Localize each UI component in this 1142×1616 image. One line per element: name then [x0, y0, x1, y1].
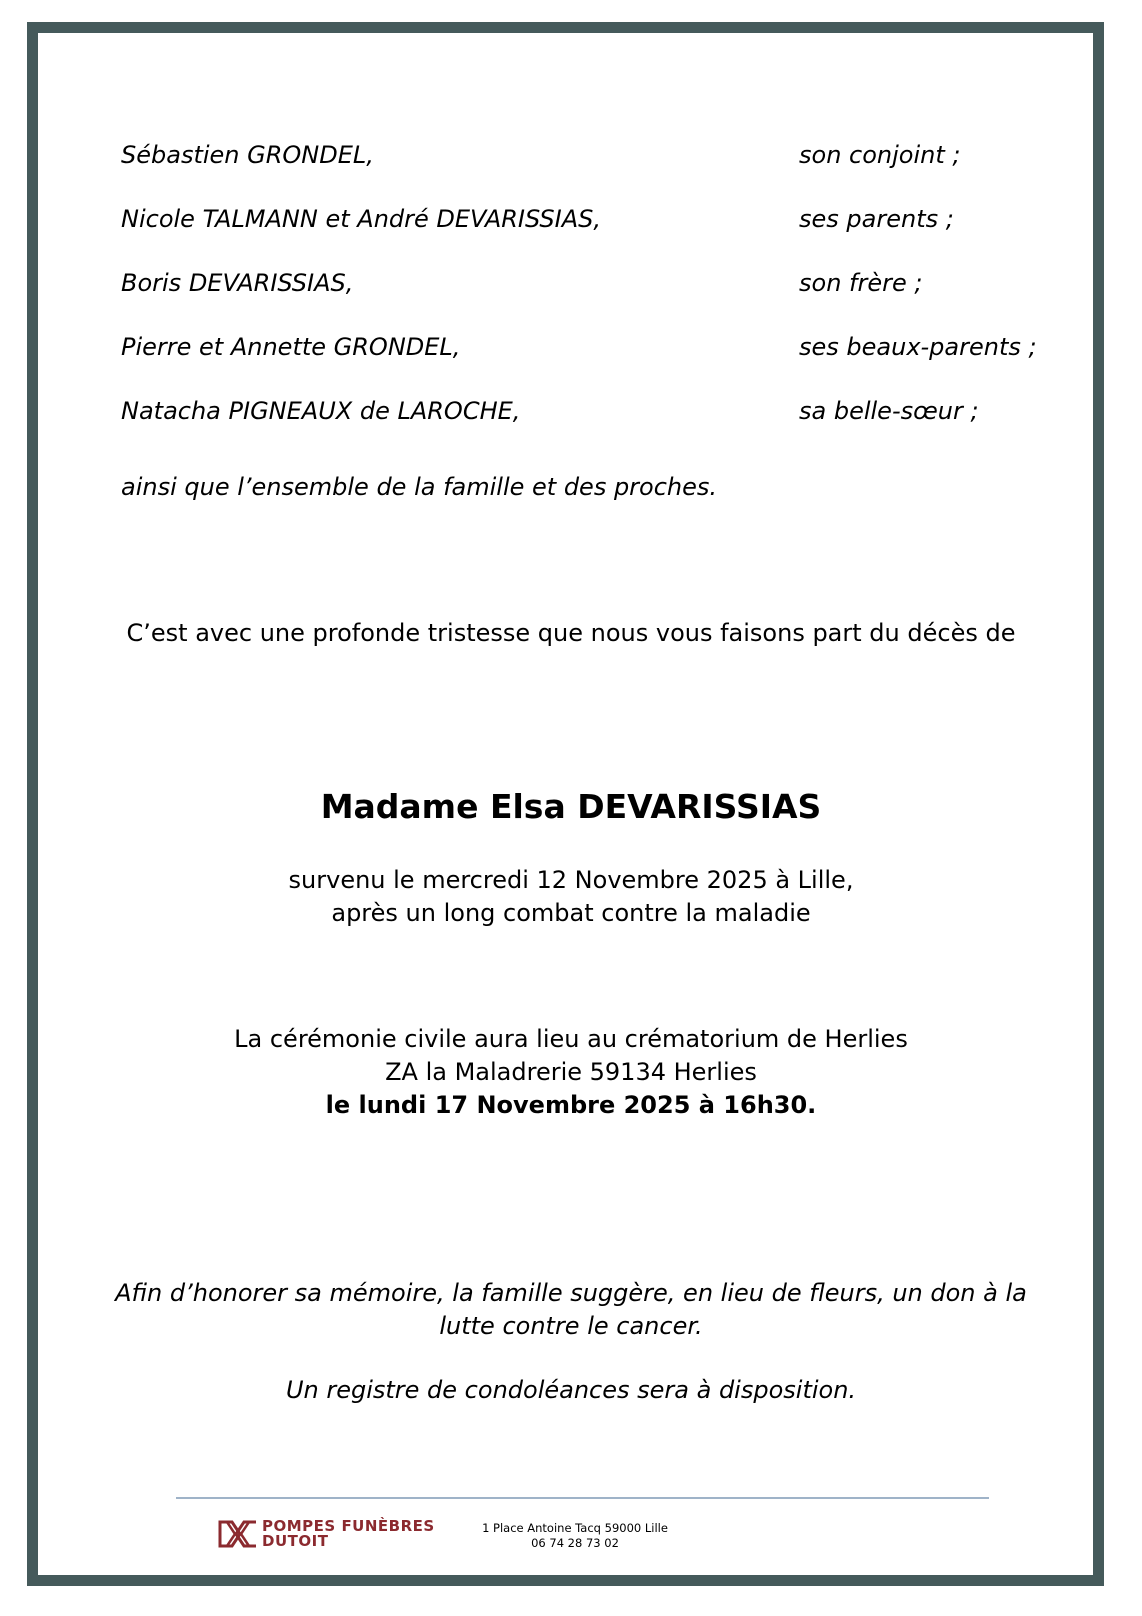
funeral-home-phone: 06 74 28 73 02	[531, 1536, 619, 1550]
funeral-home-brand	[262, 1519, 435, 1549]
family-member-row	[121, 138, 1081, 172]
ceremony-line1: La cérémonie civile aura lieu au crématorium de Herlies	[234, 1025, 908, 1053]
family-member-row	[121, 266, 1081, 300]
footer-divider	[176, 1497, 989, 1499]
brand-line1: POMPES FUNÈBRES	[262, 1517, 435, 1535]
family-member-name: Boris DEVARISSIAS,	[121, 269, 354, 297]
condolences-text: Un registre de condoléances sera à disposition.	[285, 1376, 857, 1404]
family-member-relation: son conjoint ;	[799, 141, 961, 169]
family-member-relation: sa belle-sœur ;	[799, 397, 979, 425]
family-closing: ainsi que l’ensemble de la famille et des proches.	[121, 473, 718, 501]
funeral-home-address: 1 Place Antoine Tacq 59000 Lille	[482, 1521, 668, 1535]
family-member-row	[121, 330, 1081, 364]
death-details-line1: survenu le mercredi 12 Novembre 2025 à Lille,	[288, 866, 854, 894]
ceremony-line2: ZA la Maladrerie 59134 Herlies	[385, 1058, 757, 1086]
family-member-name: Nicole TALMANN et André DEVARISSIAS,	[121, 205, 601, 233]
family-member-name: Sébastien GRONDEL,	[121, 141, 374, 169]
family-member-relation: son frère ;	[799, 269, 923, 297]
donation-line1: Afin d’honorer sa mémoire, la famille suggère, en lieu de fleurs, un don à la	[115, 1279, 1027, 1307]
funeral-home-contact	[470, 1521, 680, 1551]
family-member-row	[121, 202, 1081, 236]
family-member-row	[121, 394, 1081, 428]
pf-monogram-icon	[218, 1519, 258, 1549]
brand-line2: DUTOIT	[262, 1532, 329, 1550]
ceremony-date: le lundi 17 Novembre 2025 à 16h30.	[325, 1091, 817, 1119]
family-member-name: Natacha PIGNEAUX de LAROCHE,	[121, 397, 521, 425]
deceased-name: Madame Elsa DEVARISSIAS	[320, 787, 822, 826]
death-details-line2: après un long combat contre la maladie	[331, 899, 811, 927]
donation-line2: lutte contre le cancer.	[439, 1312, 703, 1340]
family-member-name: Pierre et Annette GRONDEL,	[121, 333, 461, 361]
announcement-text: C’est avec une profonde tristesse que nous vous faisons part du décès de	[126, 619, 1016, 647]
family-member-relation: ses parents ;	[799, 205, 954, 233]
family-member-relation: ses beaux-parents ;	[799, 333, 1037, 361]
